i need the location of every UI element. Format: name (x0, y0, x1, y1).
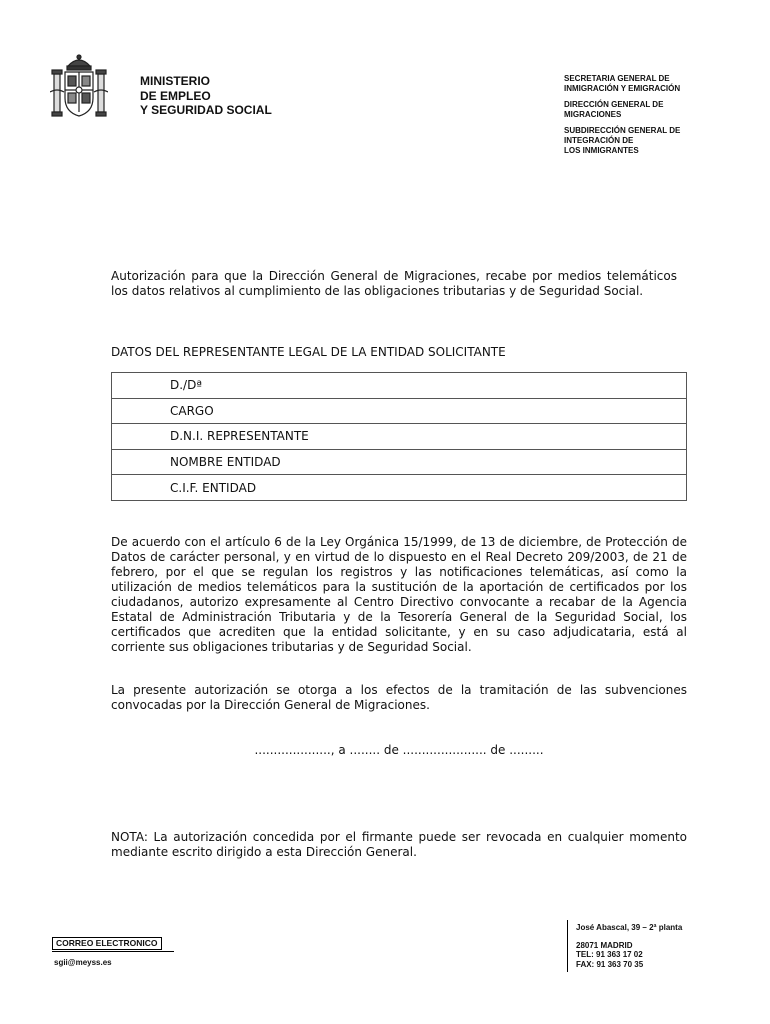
field-cargo[interactable]: CARGO (112, 398, 687, 424)
table-row (112, 398, 687, 424)
direccion-group (564, 100, 754, 120)
field-dni[interactable]: D.N.I. REPRESENTANTE (112, 424, 687, 450)
email-label: CORREO ELECTRONICO (52, 937, 162, 950)
authorization-intro: Autorización para que la Dirección General de Migraciones, recabe por medios telemáticos los datos relativos al cumplimiento de las obligaciones tributarias y de Seguridad Social. (111, 269, 677, 298)
ministry-name (140, 74, 272, 118)
department-block (564, 74, 754, 162)
table-row (112, 373, 687, 399)
ministry-line: Y SEGURIDAD SOCIAL (140, 103, 272, 117)
department-line: SECRETARIA GENERAL DE (564, 74, 670, 83)
place-date-line: ...................., a ........ de ...................... de ......... (254, 743, 544, 757)
legal-paragraph: De acuerdo con el artículo 6 de la Ley Orgánica 15/1999, de 13 de diciembre, de Protección de Datos de carácter personal, y en virtud de lo dispuesto en el Real Decreto 209/2003, de 21 de febrero, por el que se regulan los registros y las notificaciones telemáticas, así como la utilización de medios telemáticos para la sustitución de la aportación de certificados por los ciudadanos, autorizo expresamente al Centro Directivo convocante a recabar de la Agencia Estatal de Administración Tributaria y de la Tesorería General de la Seguridad Social, los certificados que acrediten que la entidad solicitante, y en su caso adjudicataria, está al corriente sus obligaciones tributarias y de Seguridad Social. (111, 535, 687, 654)
footer-address (576, 923, 682, 969)
department-line: INTEGRACIÓN DE (564, 136, 634, 145)
department-line: MIGRACIONES (564, 110, 622, 119)
department-line: LOS INMIGRANTES (564, 146, 639, 155)
address-tel: TEL: 91 363 17 02 (576, 950, 643, 959)
field-name[interactable]: D./Dª (112, 373, 687, 399)
ministry-line: MINISTERIO (140, 74, 211, 88)
field-cif[interactable]: C.I.F. ENTIDAD (112, 475, 687, 501)
department-line: DIRECCIÓN GENERAL DE (564, 100, 664, 109)
email-link[interactable]: sgii@meyss.es (54, 958, 112, 967)
subdireccion-group (564, 126, 754, 156)
address-fax: FAX: 91 363 70 35 (576, 959, 644, 969)
scope-paragraph: La presente autorización se otorga a los efectos de la tramitación de las subvenciones convocadas por la Dirección General de Migraciones. (111, 683, 687, 712)
section-title: DATOS DEL REPRESENTANTE LEGAL DE LA ENTIDAD SOLICITANTE (111, 345, 506, 359)
table-row (112, 449, 687, 475)
table-row (112, 424, 687, 450)
table-row (112, 475, 687, 501)
field-entity-name[interactable]: NOMBRE ENTIDAD (112, 449, 687, 475)
revocation-note: NOTA: La autorización concedida por el firmante puede ser revocada en cualquier momento mediante escrito dirigido a esta Dirección General. (111, 830, 687, 859)
secretaria-group (564, 74, 754, 94)
address-line: José Abascal, 39 – 2ª planta (576, 923, 683, 932)
department-line: SUBDIRECCIÓN GENERAL DE (564, 126, 681, 135)
ministry-line: DE EMPLEO (140, 88, 211, 103)
footer-divider (567, 920, 568, 972)
email-label-underline (52, 951, 174, 952)
coat-of-arms-logo (50, 52, 108, 124)
representative-data-table (111, 372, 687, 501)
department-line: INMIGRACIÓN Y EMIGRACIÓN (564, 84, 681, 93)
address-city: 28071 MADRID (576, 940, 633, 950)
